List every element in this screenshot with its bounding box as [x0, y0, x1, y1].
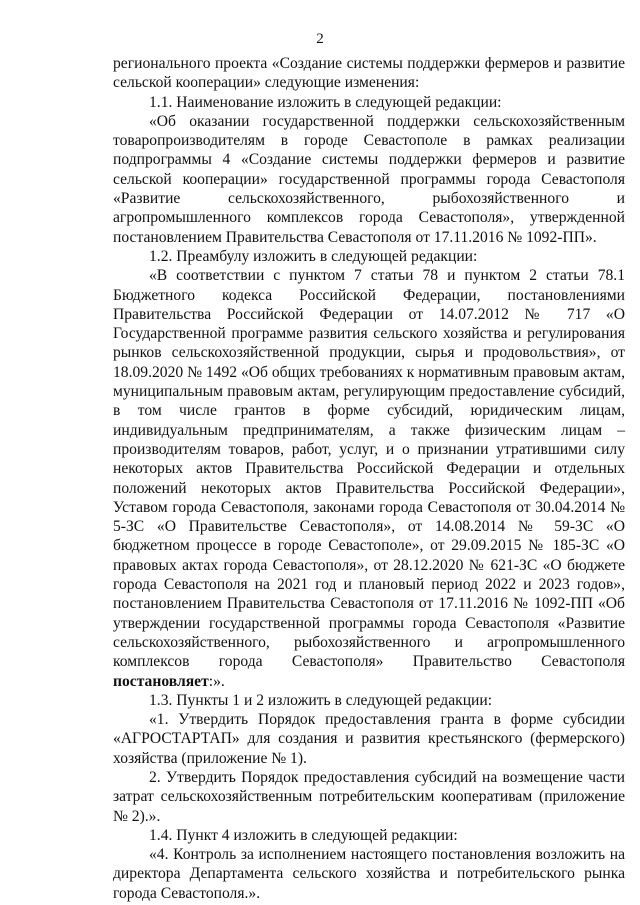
paragraph-preamble — [113, 266, 625, 691]
paragraph-new-title: «Об оказании государственной поддержки сельскохозяйственным товаропроизводителям в городе Севастополе в рамках реализации подпрограммы 4 «Создание системы поддержки фермеров и развитие сельской кооперации» государственной программы города Севастополя «Развитие сельскохозяйственного, рыбохозяйственного и агропромышленного комплексов города Севастополя», утвержденной постановлением Правительства Севастополя от 17.11.2016 № 1092-ПП». — [113, 112, 625, 246]
preamble-tail: :». — [208, 672, 225, 690]
preamble-bold-word: постановляет — [113, 672, 209, 690]
document-body — [113, 54, 625, 903]
paragraph-item-4: «4. Контроль за исполнением настоящего постановления возложить на директора Департамента сельского хозяйства и потребительского рынка города Севастополя.». — [113, 846, 625, 902]
paragraph-1-1-heading: 1.1. Наименование изложить в следующей редакции: — [149, 93, 502, 111]
paragraph-item-1: «1. Утвердить Порядок предоставления гранта в форме субсидии «АГРОСТАРТАП» для создания и развития крестьянского (фермерского) хозяйства (приложение № 1). — [113, 711, 625, 767]
page-number: 2 — [316, 31, 324, 47]
paragraph-item-2: 2. Утвердить Порядок предоставления субсидий на возмещение части затрат сельскохозяйственным потребительским кооперативам (приложение № 2).». — [113, 768, 625, 825]
paragraph-1-2-heading: 1.2. Преамбулу изложить в следующей редакции: — [149, 247, 478, 265]
paragraph-1-3-heading: 1.3. Пункты 1 и 2 изложить в следующей редакции: — [149, 691, 493, 709]
paragraph-1-4-heading: 1.4. Пункт 4 изложить в следующей редакции: — [149, 826, 458, 844]
paragraph-intro-continuation: регионального проекта «Создание системы поддержки фермеров и развитие сельской кооперации» следующие изменения: — [113, 55, 625, 92]
preamble-text: «В соответствии с пунктом 7 статьи 78 и пунктом 2 статьи 78.1 Бюджетного кодекса Российской Федерации, постановлениями Правительства Российской Федерации от 14.07.2012 № 717 «О Государственной программе развития сельского хозяйства и регулирования рынков сельскохозяйственной продукции, сырья и продовольствия», от 18.09.2020 № 1492 «Об общих требованиях к нормативным правовым актам, муниципальным правовым актам, регулирующим предоставление субсидий, в том числе грантов в форме субсидий, юридическим лицам, индивидуальным предпринимателям, а также физическим лицам – производителям товаров, работ, услуг, и о признании утратившими силу некоторых актов Правительства Российской Федерации и отдельных положений некоторых актов Правительства Российской Федерации», Уставом города Севастополя, законами города Севастополя от 30.04.2014 № 5-ЗС «О Правительстве Севастополя», от 14.08.2014 № 59-ЗС «О бюджетном процессе в городе Севастополе», от 29.09.2015 № 185-ЗС «О правовых актах города Севастополя», от 28.12.2020 № 621-ЗС «О бюджете города Севастополя на 2021 год и плановый период 2022 и 2023 годов», постановлением Правительства Севастополя от 17.11.2016 № 1092-ПП «Об утверждении государственной программы города Севастополя «Развитие сельскохозяйственного, рыбохозяйственного и агропромышленного комплексов города Севастополя» Правительство Севастополя — [113, 267, 625, 671]
